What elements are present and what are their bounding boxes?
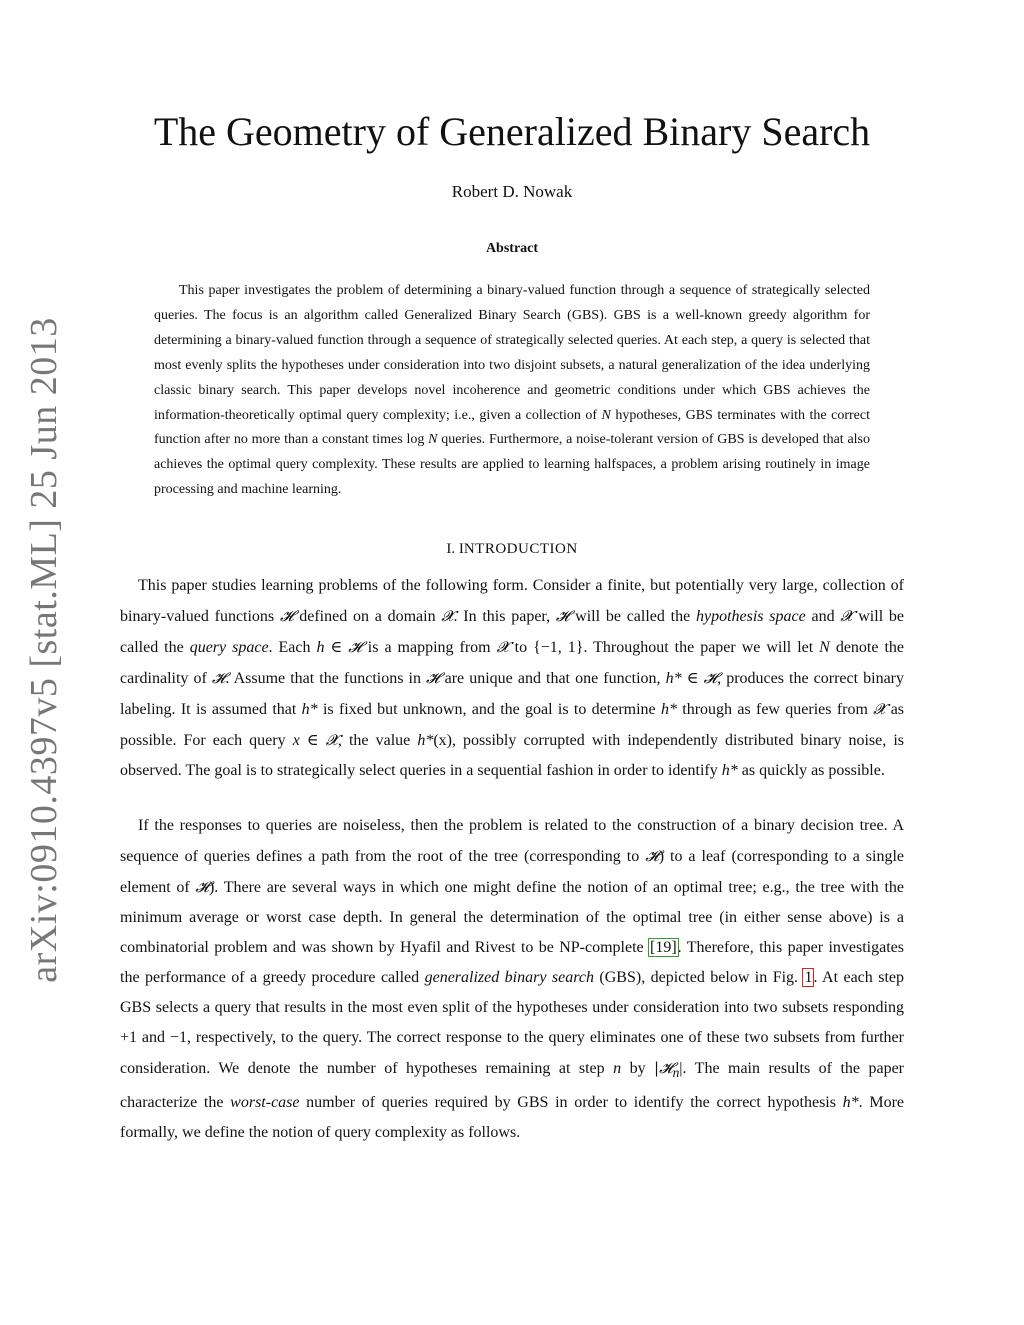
figure-link-1[interactable]: 1	[804, 969, 813, 986]
intro-paragraph-1: This paper studies learning problems of the following form. Consider a finite, but potentially very large, collection of binary-valued functions 𝓗 defined on a domain 𝓧. In this paper, 𝓗 will be called the hypothesis space and 𝓧 will be called the query space. Each h ∈ 𝓗 is a mapping from 𝓧 to {−1, 1}. Throughout the paper we will let N denote the cardinality of 𝓗. Assume that the functions in 𝓗 are unique and that one function, h* ∈ 𝓗, produces the correct binary labeling. It is assumed that h* is fixed but unknown, and the goal is to determine h* through as few queries from 𝓧 as possible. For each query x ∈ 𝓧, the value h*(x), possibly corrupted with independently distributed binary noise, is observed. The goal is to strategically select queries in a sequential fashion in order to identify h* as quickly as possible.	[120, 577, 905, 779]
intro-paragraph-2: If the responses to queries are noiseless, then the problem is related to the construction of a binary decision tree. A sequence of queries defines a path from the root of the tree (corresponding to 𝓗) to a leaf (corresponding to a single element of 𝓗). There are several ways in which one might define the notion of an optimal tree; e.g., the tree with the minimum average or worst case depth. In general the determination of the optimal tree (in either sense above) is a combinatorial problem and was shown by Hyafil and Rivest to be NP-complete [19]. Therefore, this paper investigates the performance of a greedy procedure called generalized binary search (GBS), depicted below in Fig. 1. At each step GBS selects a query that results in the most even split of the hypotheses under consideration into two subsets responding +1 and −1, respectively, to the query. The correct response to the query eliminates one of these two subsets from further consideration. We denote the number of hypotheses remaining at step n by |𝓗$_n$|. The main results of the paper characterize the worst-case number of queries required by GBS in order to identify the correct hypothesis h*. More formally, we define the notion of query complexity as follows.	[120, 817, 905, 1142]
paper-title: The Geometry of Generalized Binary Search	[153, 109, 871, 154]
section-heading: I. INTRODUCTION	[446, 541, 578, 557]
arxiv-stamp: arXiv:0910.4397v5 [stat.ML] 25 Jun 2013	[23, 317, 65, 983]
citation-link-19[interactable]: [19]	[649, 939, 677, 956]
abstract-heading: Abstract	[485, 241, 539, 256]
author-name: Robert D. Nowak	[451, 182, 573, 201]
abstract-text: This paper investigates the problem of determining a binary-valued function through a sequence of strategically selected queries. The focus is an algorithm called Generalized Binary Search (GBS). GBS is a well-known greedy algorithm for determining a binary-valued function through a sequence of strategically selected queries. At each step, a query is selected that most evenly splits the hypotheses under consideration into two disjoint subsets, a natural generalization of the idea underlying classic binary search. This paper develops novel incoherence and geometric conditions under which GBS achieves the information-theoretically optimal query complexity; i.e., given a collection of N hypotheses, GBS terminates with the correct function after no more than a constant times log N queries. Furthermore, a noise-tolerant version of GBS is developed that also achieves the optimal query complexity. These results are applied to learning halfspaces, a problem arising routinely in image processing and machine learning.	[154, 283, 870, 498]
